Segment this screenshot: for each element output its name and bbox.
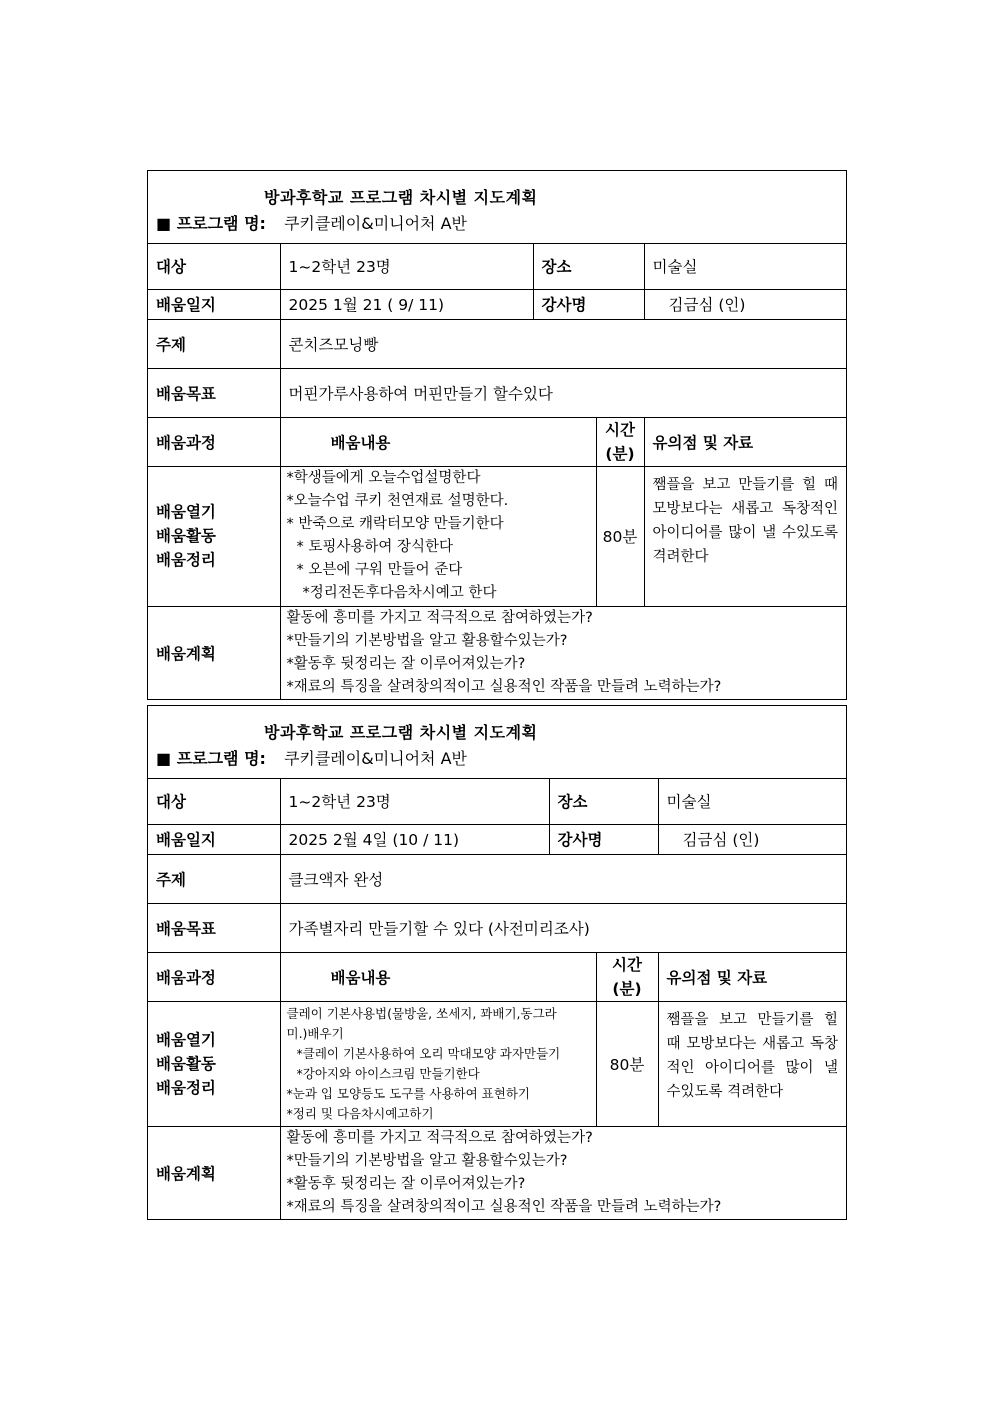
content-header: 배움내용 xyxy=(280,417,596,466)
program-line xyxy=(156,746,467,769)
target-value: 1~2학년 23명 xyxy=(280,244,533,289)
notes-value: 쨈플을 보고 만들기를 힐 때 모방보다는 새롭고 독창적인 아이디어를 많이 낼 수있도록 격려한다 xyxy=(658,1001,846,1126)
date-label: 배움일지 xyxy=(148,824,280,854)
time-unit: (분) xyxy=(612,979,642,998)
goal-label: 배움목표 xyxy=(148,903,280,952)
evaluation-item: *활동후 뒷정리는 잘 이루어져있는가? xyxy=(286,655,526,672)
plan-title: 방과후학교 프로그램 차시별 지도계획 xyxy=(264,723,538,742)
activity-item: 클레이 기본사용법(물방울, 쏘세지, 꽈배기,동그라 xyxy=(286,1005,557,1021)
evaluation-item: *만들기의 기본방법을 알고 활용할수있는가? xyxy=(286,1152,568,1169)
teacher-label: 강사명 xyxy=(549,824,658,854)
activity-item: 미.)배우기 xyxy=(286,1025,344,1041)
notes-header: 유의점 및 자료 xyxy=(644,417,846,466)
activity-item: *정리전돈후다음차시예고 한다 xyxy=(302,585,497,601)
activity-item: *정리 및 다음차시예고하기 xyxy=(286,1105,434,1121)
topic-value: 클크액자 완성 xyxy=(280,854,846,903)
evaluation-item: *활동후 뒷정리는 잘 이루어져있는가? xyxy=(286,1175,526,1192)
activities-cell xyxy=(280,1001,596,1126)
stage-open: 배움열기 xyxy=(156,503,216,521)
evaluation-item: *재료의 특징을 살려창의적이고 실용적인 작품을 만들려 노력하는가? xyxy=(286,1198,722,1215)
activity-item: *눈과 입 모양등도 도구를 사용하여 표현하기 xyxy=(286,1085,530,1101)
lesson-plan-2 xyxy=(147,705,847,1220)
time-value: 80분 xyxy=(596,466,644,606)
evaluation-item: *재료의 특징을 살려창의적이고 실용적인 작품을 만들려 노력하는가? xyxy=(286,678,722,695)
program-name: 쿠키클레이&미니어처 A반 xyxy=(283,214,468,233)
time-label: 시간 xyxy=(605,420,635,439)
date-value: 2025 2월 4일 (10 / 11) xyxy=(280,824,549,854)
evaluation-item: 활동에 흥미를 가지고 적극적으로 참여하였는가? xyxy=(286,1129,593,1146)
notes-value: 쨈플을 보고 만들기를 힐 때 모방보다는 새롭고 독창적인 아이디어를 많이 낼 수있도록 격려한다 xyxy=(644,466,846,606)
program-line xyxy=(156,211,467,234)
plan-table xyxy=(148,244,846,699)
evaluation-item: 활동에 흥미를 가지고 적극적으로 참여하였는가? xyxy=(286,609,593,626)
place-value: 미술실 xyxy=(644,244,846,289)
plan-title: 방과후학교 프로그램 차시별 지도계획 xyxy=(264,188,538,207)
program-label: ■ 프로그램 명: xyxy=(156,749,266,768)
activity-item: *학생들에게 오늘수업설명한다 xyxy=(286,470,481,486)
evaluation-item: *만들기의 기본방법을 알고 활용할수있는가? xyxy=(286,632,568,649)
place-value: 미술실 xyxy=(658,779,846,824)
goal-label: 배움목표 xyxy=(148,368,280,417)
process-label: 배움과정 xyxy=(148,417,280,466)
place-label: 장소 xyxy=(549,779,658,824)
time-unit: (분) xyxy=(605,444,635,463)
date-label: 배움일지 xyxy=(148,289,280,319)
evaluation-label: 배움계획 xyxy=(148,606,280,699)
date-value: 2025 1월 21 ( 9/ 11) xyxy=(280,289,533,319)
plan-header xyxy=(148,171,846,244)
notes-header: 유의점 및 자료 xyxy=(658,952,846,1001)
plan-header xyxy=(148,706,846,779)
topic-label: 주제 xyxy=(148,854,280,903)
stage-open: 배움열기 xyxy=(156,1030,216,1049)
place-label: 장소 xyxy=(533,244,644,289)
stage-activity: 배움활동 xyxy=(156,527,216,545)
stages-cell xyxy=(148,1001,280,1126)
activity-item: * 오븐에 구워 만들어 준다 xyxy=(296,562,463,578)
activity-item: * 반죽으로 캐락터모양 만들기한다 xyxy=(286,516,504,532)
topic-label: 주제 xyxy=(148,319,280,368)
time-label: 시간 xyxy=(612,955,642,974)
stage-close: 배움정리 xyxy=(156,551,216,569)
target-value: 1~2학년 23명 xyxy=(280,779,549,824)
topic-value: 콘치즈모닝빵 xyxy=(280,319,846,368)
lesson-plan-1 xyxy=(147,170,847,700)
target-label: 대상 xyxy=(148,244,280,289)
stages-cell xyxy=(148,466,280,606)
evaluation-cell xyxy=(280,606,846,699)
goal-value: 머핀가루사용하여 머핀만들기 할수있다 xyxy=(280,368,846,417)
program-label: ■ 프로그램 명: xyxy=(156,214,266,233)
teacher-value: 김금심 (인) xyxy=(658,824,846,854)
activity-item: * 토핑사용하여 장식한다 xyxy=(296,539,454,555)
target-label: 대상 xyxy=(148,779,280,824)
activity-item: *강아지와 아이스크림 만들기한다 xyxy=(296,1065,480,1081)
plan-table xyxy=(148,779,846,1219)
teacher-value: 김금심 (인) xyxy=(644,289,846,319)
teacher-label: 강사명 xyxy=(533,289,644,319)
stage-activity: 배움활동 xyxy=(156,1054,216,1073)
goal-value: 가족별자리 만들기할 수 있다 (사전미리조사) xyxy=(280,903,846,952)
activities-cell xyxy=(280,466,596,606)
process-label: 배움과정 xyxy=(148,952,280,1001)
evaluation-cell xyxy=(280,1126,846,1219)
activity-item: *오늘수업 쿠키 천연재료 설명한다. xyxy=(286,493,509,509)
stage-close: 배움정리 xyxy=(156,1078,216,1097)
activity-item: *클레이 기본사용하여 오리 막대모양 과자만들기 xyxy=(296,1045,561,1061)
time-value: 80분 xyxy=(596,1001,658,1126)
content-header: 배움내용 xyxy=(280,952,596,1001)
evaluation-label: 배움계획 xyxy=(148,1126,280,1219)
program-name: 쿠키클레이&미니어처 A반 xyxy=(283,749,468,768)
time-header xyxy=(596,417,644,466)
time-header xyxy=(596,952,658,1001)
